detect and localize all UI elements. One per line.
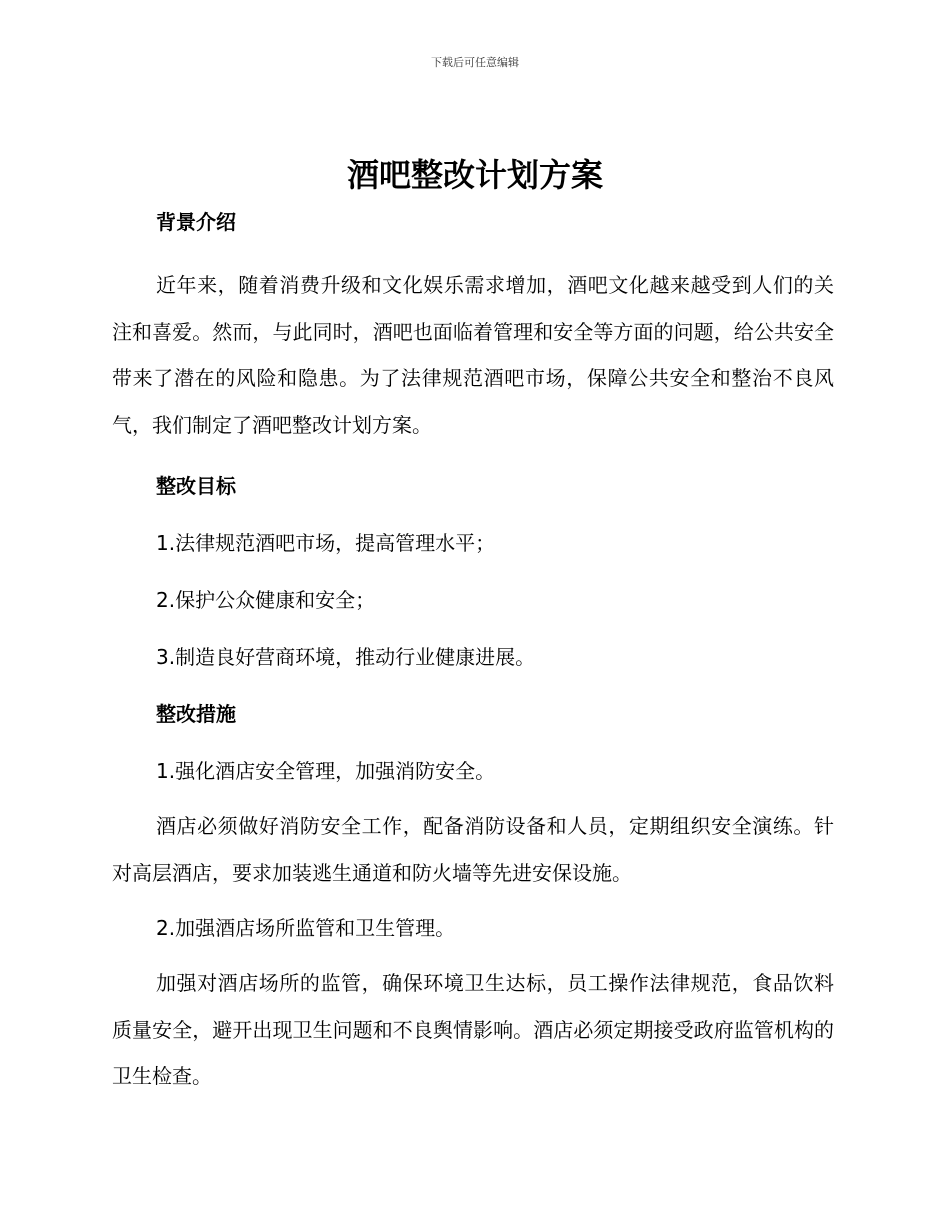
section-heading-background: 背景介绍 [156,210,236,234]
goal-item-1: 1.法律规范酒吧市场，提高管理水平； [156,531,496,555]
measure-2-title: 2.加强酒店场所监管和卫生管理。 [156,916,456,940]
measure-1-body: 酒店必须做好消防安全工作，配备消防设备和人员，定期组织安全演练。针对高层酒店，要求加装逃生通道和防火墙等先进安保设施。 [112,814,834,885]
goal-item-3: 3.制造良好营商环境，推动行业健康进展。 [156,645,536,669]
measure-2-body: 加强对酒店场所的监管，确保环境卫生达标，员工操作法律规范，食品饮料质量安全，避开出现卫生问题和不良舆情影响。酒店必须定期接受政府监管机构的卫生检查。 [112,971,834,1088]
document-title: 酒吧整改计划方案 [346,156,603,194]
document-body [112,202,834,1100]
background-paragraph: 近年来，随着消费升级和文化娱乐需求增加，酒吧文化越来越受到人们的关注和喜爱。然而，与此同时，酒吧也面临着管理和安全等方面的问题，给公共安全带来了潜在的风险和隐患。为了法律规范酒吧市场，保障公共安全和整治不良风气，我们制定了酒吧整改计划方案。 [112,273,834,437]
section-heading-goals: 整改目标 [156,474,236,498]
page-header-note: 下载后可任意编辑 [431,56,519,69]
measure-1-title: 1.强化酒店安全管理，加强消防安全。 [156,759,496,783]
goal-item-2: 2.保护公众健康和安全； [156,588,376,612]
section-heading-measures: 整改措施 [156,702,236,726]
